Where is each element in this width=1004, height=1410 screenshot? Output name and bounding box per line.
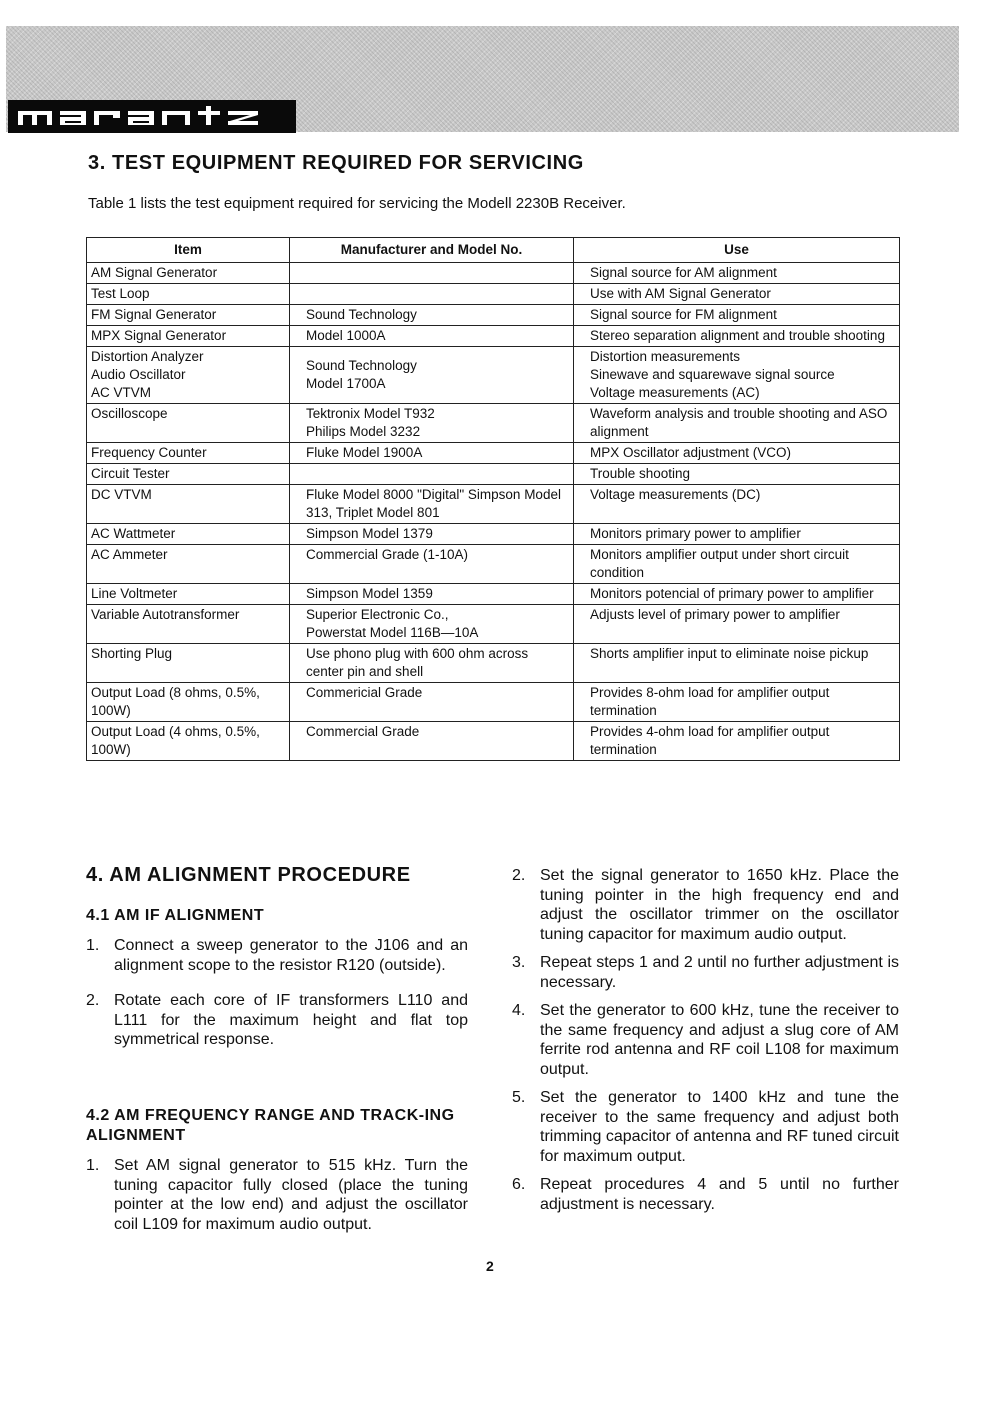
header-use: Use <box>574 238 900 263</box>
list-item <box>512 866 899 944</box>
cell-maker: Commercial Grade <box>290 722 574 761</box>
cell-item: FM Signal Generator <box>87 305 290 326</box>
step-text: Connect a sweep generator to the J106 and an alignment scope to the resistor R120 (outside). <box>114 937 468 974</box>
cell-item: Test Loop <box>87 284 290 305</box>
table-row <box>87 683 900 722</box>
step-number: 1. <box>86 937 100 954</box>
step-number: 5. <box>512 1089 526 1106</box>
cell-use: Voltage measurements (DC) <box>574 485 900 524</box>
page-number: 2 <box>486 1258 494 1274</box>
step-text: Rotate each core of IF transformers L110 and L111 for the maximum height and flat top symmetrical response. <box>114 992 468 1048</box>
cell-maker: Fluke Model 8000 "Digital" Simpson Model 313, Triplet Model 801 <box>290 485 574 524</box>
cell-maker: Commercial Grade (1-10A) <box>290 545 574 584</box>
cell-use: Stereo separation alignment and trouble shooting <box>574 326 900 347</box>
table-row <box>87 284 900 305</box>
cell-maker: Simpson Model 1359 <box>290 584 574 605</box>
cell-maker <box>290 464 574 485</box>
section-4-2-title: 4.2 AM FREQUENCY RANGE AND TRACK-ING ALIGNMENT <box>86 1107 455 1144</box>
table-row <box>87 347 900 404</box>
section-4-title: 4. AM ALIGNMENT PROCEDURE <box>86 864 411 886</box>
cell-maker: Sound Technology Model 1700A <box>290 347 574 404</box>
cell-maker: Sound Technology <box>290 305 574 326</box>
table-row <box>87 305 900 326</box>
list-item <box>86 1156 468 1234</box>
section-4-right-steps <box>512 866 899 1214</box>
list-item <box>86 936 468 975</box>
step-text: Set AM signal generator to 515 kHz. Turn the tuning capacitor fully closed (place the tuning pointer at the low end) and adjust the oscillator coil L109 for maximum audio output. <box>114 1157 468 1233</box>
section-4-2-steps <box>86 1156 468 1234</box>
list-item <box>512 1175 899 1214</box>
table-row <box>87 545 900 584</box>
section-3-title: 3. TEST EQUIPMENT REQUIRED FOR SERVICING <box>88 152 584 174</box>
table-row <box>87 443 900 464</box>
cell-maker: Commericial Grade <box>290 683 574 722</box>
cell-maker: Superior Electronic Co., Powerstat Model 116B—10A <box>290 605 574 644</box>
cell-item: Frequency Counter <box>87 443 290 464</box>
step-number: 4. <box>512 1002 526 1019</box>
cell-item: Output Load (8 ohms, 0.5%, 100W) <box>87 683 290 722</box>
table-row <box>87 644 900 683</box>
cell-maker: Tektronix Model T932 Philips Model 3232 <box>290 404 574 443</box>
list-item <box>512 953 899 992</box>
section-3-intro: Table 1 lists the test equipment required for servicing the Modell 2230B Receiver. <box>88 195 626 212</box>
list-item <box>512 1088 899 1166</box>
list-item <box>512 1001 899 1079</box>
table-row <box>87 584 900 605</box>
cell-item: AM Signal Generator <box>87 263 290 284</box>
cell-use: Monitors potencial of primary power to amplifier <box>574 584 900 605</box>
cell-item: Circuit Tester <box>87 464 290 485</box>
cell-item: MPX Signal Generator <box>87 326 290 347</box>
brand-logo <box>8 100 296 133</box>
cell-maker: Fluke Model 1900A <box>290 443 574 464</box>
table-header-row <box>87 238 900 263</box>
step-number: 1. <box>86 1157 100 1174</box>
cell-maker: Simpson Model 1379 <box>290 524 574 545</box>
cell-use: Trouble shooting <box>574 464 900 485</box>
step-number: 2. <box>512 867 526 884</box>
table-row <box>87 464 900 485</box>
table-row <box>87 524 900 545</box>
cell-item: Output Load (4 ohms, 0.5%, 100W) <box>87 722 290 761</box>
cell-item: AC Wattmeter <box>87 524 290 545</box>
step-number: 3. <box>512 954 526 971</box>
cell-use: Monitors primary power to amplifier <box>574 524 900 545</box>
cell-use: Signal source for AM alignment <box>574 263 900 284</box>
cell-item: Distortion Analyzer Audio Oscillator AC VTVM <box>87 347 290 404</box>
step-text: Set the signal generator to 1650 kHz. Place the tuning pointer in the high frequency end and adjust the oscillator trimmer on the oscillator tuning capacitor for maximum audio output. <box>540 867 899 943</box>
cell-use: Monitors amplifier output under short circuit condition <box>574 545 900 584</box>
cell-use: Signal source for FM alignment <box>574 305 900 326</box>
cell-use: Provides 4-ohm load for amplifier output termination <box>574 722 900 761</box>
cell-use: Waveform analysis and trouble shooting and ASO alignment <box>574 404 900 443</box>
cell-use: Shorts amplifier input to eliminate noise pickup <box>574 644 900 683</box>
header-manufacturer: Manufacturer and Model No. <box>290 238 574 263</box>
section-4-1-steps <box>86 936 468 1050</box>
cell-maker: Use phono plug with 600 ohm across center pin and shell <box>290 644 574 683</box>
cell-item: AC Ammeter <box>87 545 290 584</box>
cell-use: Provides 8-ohm load for amplifier output termination <box>574 683 900 722</box>
equipment-table <box>86 237 900 761</box>
section-4-1-title: 4.1 AM IF ALIGNMENT <box>86 907 265 924</box>
table-row <box>87 263 900 284</box>
table-row <box>87 722 900 761</box>
cell-item: Shorting Plug <box>87 644 290 683</box>
step-text: Set the generator to 1400 kHz and tune the receiver to the same frequency and adjust both trimming capacitor of antenna and RF tuned circuit for maximum output. <box>540 1089 899 1165</box>
cell-maker <box>290 284 574 305</box>
cell-maker <box>290 263 574 284</box>
cell-item: DC VTVM <box>87 485 290 524</box>
table-row <box>87 605 900 644</box>
cell-item: Line Voltmeter <box>87 584 290 605</box>
cell-use: Adjusts level of primary power to amplifier <box>574 605 900 644</box>
cell-maker: Model 1000A <box>290 326 574 347</box>
step-number: 6. <box>512 1176 526 1193</box>
step-number: 2. <box>86 992 100 1009</box>
table-row <box>87 326 900 347</box>
list-item <box>86 991 468 1050</box>
step-text: Repeat procedures 4 and 5 until no further adjustment is necessary. <box>540 1176 899 1213</box>
cell-item: Oscilloscope <box>87 404 290 443</box>
cell-use: Distortion measurements Sinewave and squarewave signal source Voltage measurements (AC) <box>574 347 900 404</box>
table-row <box>87 404 900 443</box>
cell-item: Variable Autotransformer <box>87 605 290 644</box>
step-text: Set the generator to 600 kHz, tune the receiver to the same frequency and adjust a slug core of AM ferrite rod antenna and RF coil L108 for maximum output. <box>540 1002 899 1078</box>
header-item: Item <box>87 238 290 263</box>
table-row <box>87 485 900 524</box>
cell-use: MPX Oscillator adjustment (VCO) <box>574 443 900 464</box>
cell-use: Use with AM Signal Generator <box>574 284 900 305</box>
step-text: Repeat steps 1 and 2 until no further adjustment is necessary. <box>540 954 899 991</box>
